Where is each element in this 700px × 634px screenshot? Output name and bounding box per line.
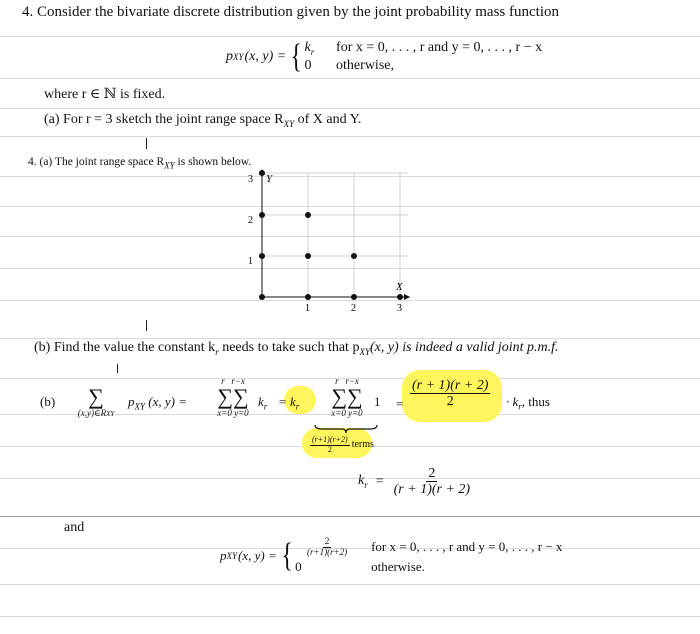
part-a-end: of X and Y. [297,112,362,127]
cases [305,40,543,75]
pxy-sub: XY [134,401,146,412]
pxy-args: (x, y) = [148,394,187,409]
x-tick-2: 2 [351,303,356,314]
kr-sub: r [263,401,268,412]
ruled-line [0,338,700,339]
where-line: where r ∈ ℕ is fixed. [44,87,166,102]
y-axis-label: Y [266,173,273,185]
pmf-sub: XY [233,52,244,62]
part-b-end2: (x, y) is indeed a valid joint p.m.f. [369,340,559,355]
case1-cond: for x = 0, . . . , r and y = 0, . . . , r − x [336,39,543,55]
x-axis-arrow [404,294,410,300]
pxy-p: p [128,394,135,409]
terms-fraction-num: (r + 1)(r + 2) [412,378,489,393]
part-a-sub: XY [283,118,295,129]
final-case-2 [295,559,562,575]
point-1-2 [305,212,311,218]
thus: , thus [521,394,550,409]
case1-value: k [304,39,311,55]
x-tick-3: 3 [397,303,402,314]
final-case1-cond: for x = 0, . . . , r and y = 0, . . . , r − x [371,539,563,554]
final-cases [295,537,562,576]
underbrace [314,424,378,434]
final-case2-value: 0 [295,559,302,575]
pmf-args: (x, y) = [244,49,287,64]
ruled-line [0,584,700,585]
part-a-text: (a) For r = 3 sketch the joint range space R [44,112,284,127]
pmf-lhs: p [226,49,233,64]
part-b-sub: r [215,346,219,357]
answer-a-label [28,156,251,170]
point-3-0 [397,294,403,300]
ruled-line [0,478,700,479]
y-tick-3: 3 [248,174,253,185]
point-0-1 [259,253,265,259]
brace-den: 2 [327,444,332,454]
double-sum-2 [320,376,374,418]
case2-value: 0 [304,58,312,74]
final-pmf-sub: XY [226,551,238,561]
eq-kr-sub: r [295,401,300,412]
part-b-question [34,340,559,357]
final-cases-brace: { [281,537,293,574]
answer-a-sub: XY [164,160,175,171]
text-cursor [146,138,147,149]
question-number: 4. [22,4,34,20]
pxy-expression [128,394,187,412]
kr-solution-num: 2 [428,466,436,481]
case2-cond: otherwise, [336,58,394,74]
brace-num: (r+1)(r+2) [312,435,348,444]
ruled-line [0,616,700,617]
double-sum-upper: r r−x [221,376,245,386]
pmf-definition [226,36,542,78]
x-tick-1: 1 [305,303,310,314]
point-2-0 [351,294,357,300]
final-pmf [220,530,562,582]
terms-fraction-den: 2 [446,394,454,410]
final-pmf-p: p [220,548,227,563]
text-cursor [146,320,147,331]
sigma-symbol: ∑ [88,384,104,409]
text-cursor [117,364,118,373]
ruled-line [0,78,700,79]
case-2 [305,58,543,74]
kr-solution-sub: r [364,480,368,491]
part-b-end: needs to take such that p [222,340,360,355]
double-sum-lower: x=0 y=0 [331,408,363,418]
double-sigma: ∑∑ [331,384,363,409]
double-sum-lower: x=0 y=0 [217,408,249,418]
eq-kr-text: = k [278,394,296,409]
ruled-line [0,136,700,137]
final-pmf-args: (x, y) = [238,548,277,563]
double-sum-upper: r r−x [335,376,359,386]
sum-subscript [68,408,124,419]
final-case-1 [295,537,562,558]
point-1-1 [305,253,311,259]
kr-solution-den: (r + 1)(r + 2) [393,482,471,498]
double-sum-1 [206,376,260,418]
kr-solution [358,466,472,498]
x-axis-label: X [396,281,403,293]
kr-k: k [258,394,264,409]
and-label: and [64,520,85,535]
times-kr-sub: r [518,401,522,412]
point-1-0 [305,294,311,300]
one-term: 1 [374,394,381,409]
answer-b-label: (b) [40,394,56,409]
double-sigma: ∑∑ [217,384,249,409]
kr-solution-eq: = [375,473,384,489]
y-tick-2: 2 [248,215,253,226]
final-case2-cond: otherwise. [371,559,425,575]
case-1 [305,40,543,57]
kr-solution-k: k [358,473,365,489]
point-0-3 [259,170,265,176]
final-den: (r+1)(r+2) [307,546,348,557]
equals-sign: = [396,396,404,411]
sum-over-range [68,386,124,419]
brace-label [310,436,374,455]
question-intro-text: Consider the bivariate discrete distribution given by the joint probability mass function [37,4,559,20]
answer-a-text: 4. (a) The joint range space R [28,156,165,168]
question-intro [22,4,559,21]
part-b-sub2: XY [359,346,370,357]
sum-sub-text: (x,y)∈R [77,408,107,418]
part-b-text: (b) Find the value the constant k [34,340,216,355]
ruled-line [0,108,700,109]
point-0-0 [259,294,265,300]
point-2-1 [351,253,357,259]
terms-fraction [410,378,490,410]
times-kr: · k [506,394,519,409]
case1-value-sub: r [310,46,315,57]
ruled-line [0,516,700,517]
eq-kr [278,394,299,412]
cases-brace: { [290,38,303,75]
terms-label: terms [351,439,374,451]
part-a-question [44,112,361,129]
sum-sub-xy: XY [106,410,115,418]
answer-a-end: is shown below. [177,156,252,168]
final-num: 2 [324,535,330,546]
point-0-2 [259,212,265,218]
times-kr-thus [506,394,550,412]
y-tick-1: 1 [248,256,253,267]
kr-term [258,394,267,412]
range-space-plot [230,168,420,318]
